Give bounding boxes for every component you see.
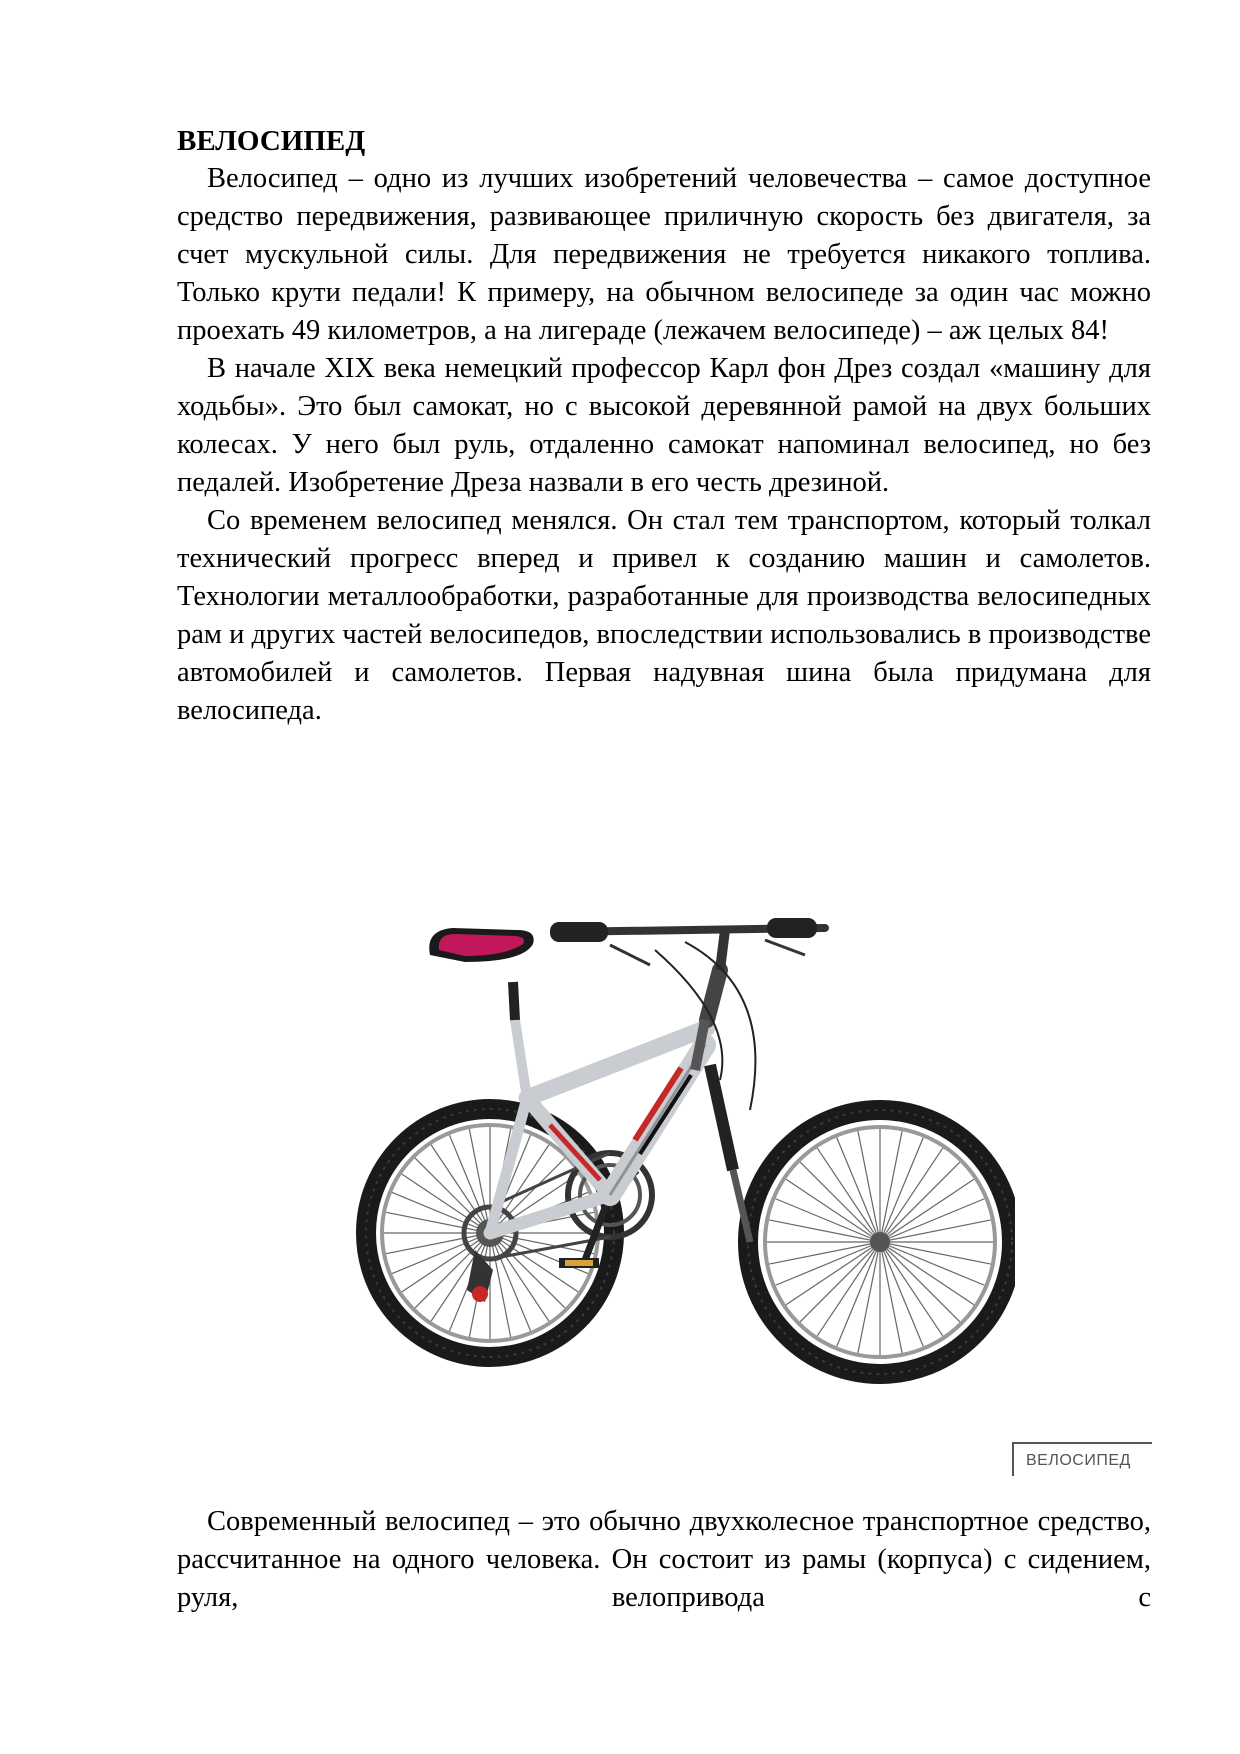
figure-caption: ВЕЛОСИПЕД (1012, 1442, 1152, 1476)
article-title: ВЕЛОСИПЕД (177, 125, 366, 157)
wheel-spoke (415, 1158, 490, 1233)
article-body (177, 122, 1151, 730)
wheel-spoke (880, 1162, 960, 1242)
paragraph-2: В начале XIX века немецкий профессор Карл фон Дрез создал «машину для ходьбы». Это был самокат, но с высокой деревянной рамой на двух больших колесах. У него был руль, отдаленно самокат напоминал велосипед, но без педалей. Изобретение Дреза назвали в его честь дрезиной. (177, 353, 1151, 498)
paragraph-1: Велосипед – одно из лучших изобретений человечества – самое доступное средство передвижения, развивающее приличную скорость без двигателя, за счет мускульной силы. Для передвижения не требуется никакого топлива. Только крути педали! К примеру, на обычном велосипеде за один час можно проехать 49 километров, а на лигераде (лежачем велосипеде) – аж целых 84! (177, 163, 1151, 346)
wheel-spoke (490, 1233, 565, 1308)
wheel-spoke (880, 1242, 960, 1322)
article-body-continued (177, 1503, 1151, 1617)
bicycle-image (355, 870, 1015, 1470)
wheel-spoke (800, 1162, 880, 1242)
paragraph-3: Со временем велосипед менялся. Он стал тем транспортом, который толкал технический прогресс вперед и привел к созданию машин и самолетов. Технологии металлообработки, разработанные для производства велосипедных рам и других частей велосипедов, впоследствии использовались в производстве автомобилей и самолетов. Первая надувная шина была придумана для велосипеда. (177, 505, 1151, 726)
wheel-spoke (800, 1242, 880, 1322)
paragraph-4: Современный велосипед – это обычно двухколесное транспортное средство, рассчитанное на одного человека. Он состоит из рамы (корпуса) с сидением, руля, велопривода с (177, 1506, 1151, 1613)
